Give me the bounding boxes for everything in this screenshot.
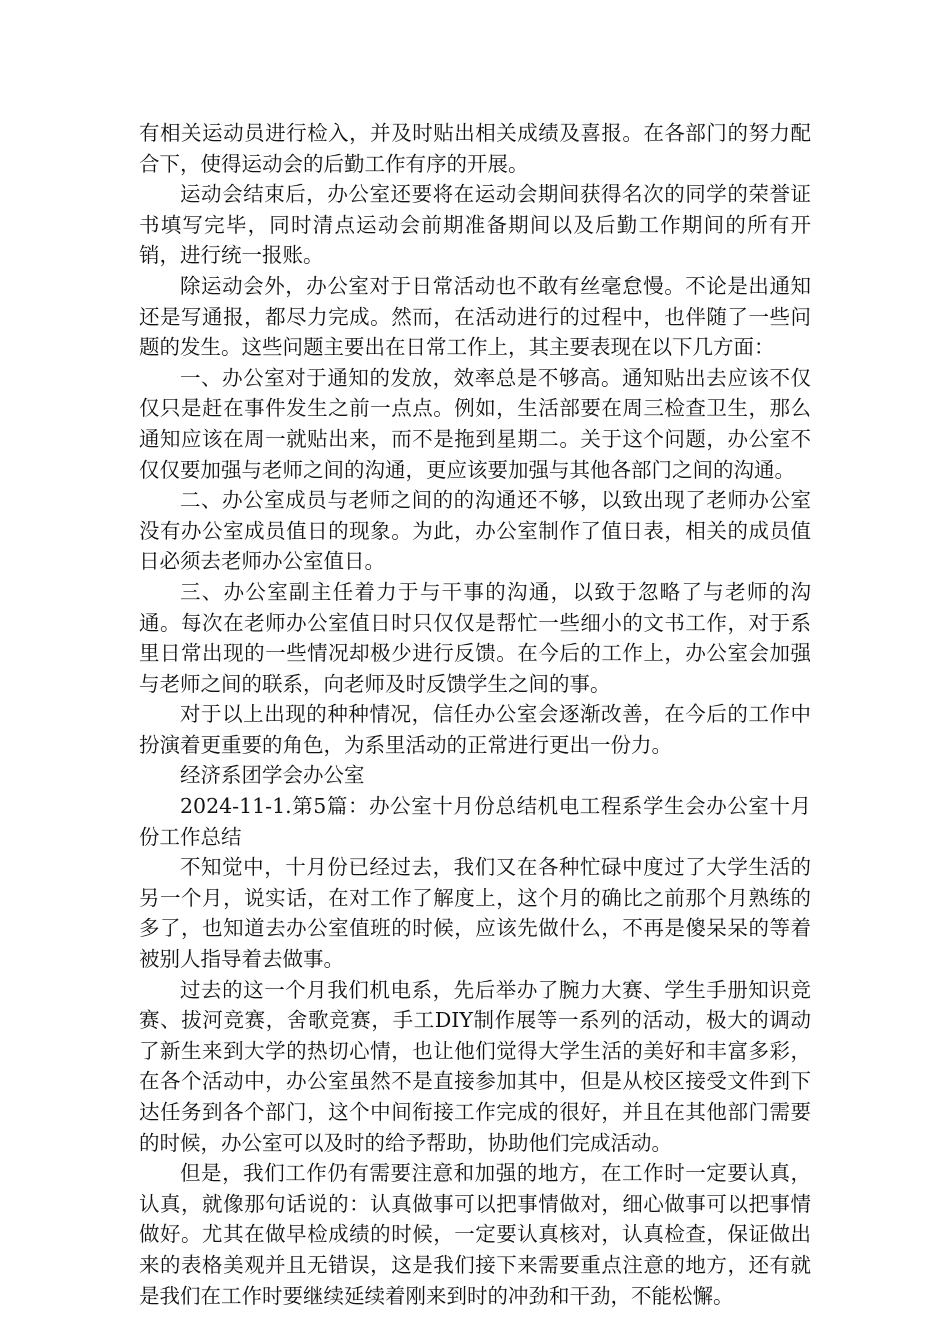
signature-line: 经济系团学会办公室	[180, 763, 365, 788]
paragraph-2: 运动会结束后，办公室还要将在运动会期间获得名次的同学的荣誉证书填写完毕，同时清点运动会前期准备期间以及后勤工作期间的所有开销，进行统一报账。	[139, 182, 811, 268]
paragraph-1: 有相关运动员进行检入，并及时贴出相关成绩及喜报。在各部门的努力配合下，使得运动会的后勤工作有序的开展。	[139, 121, 811, 176]
paragraph-7: 对于以上出现的种种情况，信任办公室会逐渐改善，在今后的工作中扮演着更重要的角色，为系里活动的正常进行更出一份力。	[139, 702, 811, 757]
paragraph-4: 一、办公室对于通知的发放，效率总是不够高。通知贴出去应该不仅仅只是赶在事件发生之前一点点。例如，生活部要在周三检查卫生，那么通知应该在周一就贴出来，而不是拖到星期二。关于这个问题，办公室不仅仅要加强与老师之间的沟通，更应该要加强与其他各部门之间的沟通。	[139, 365, 811, 482]
paragraph-3: 除运动会外，办公室对于日常活动也不敢有丝毫怠慢。不论是出通知还是写通报，都尽力完成。然而，在活动进行的过程中，也伴随了一些问题的发生。这些问题主要出在日常工作上，其主要表现在以下几方面：	[139, 273, 811, 360]
paragraph-6: 三、办公室副主任着力于与干事的沟通，以致于忽略了与老师的沟通。每次在老师办公室值日时只仅仅是帮忙一些细小的文书工作，对于系里日常出现的一些情况却极少进行反馈。在今后的工作上，办公室会加强与老师之间的联系，向老师及时反馈学生之间的事。	[139, 579, 811, 696]
paragraph-11: 过去的这一个月我们机电系，先后举办了腕力大赛、学生手册知识竞赛、拔河竞赛，舍歌竞赛，手工DIY制作展等一系列的活动，极大的调动了新生来到大学的热切心情，也让他们觉得大学生活的美好和丰富多彩，在各个活动中，办公室虽然不是直接参加其中，但是从校区接受文件到下达任务到各个部门，这个中间衔接工作完成的很好，并且在其他部门需要的时候，办公室可以及时的给予帮助，协助他们完成活动。	[139, 977, 811, 1155]
paragraph-5: 二、办公室成员与老师之间的的沟通还不够，以致出现了老师办公室没有办公室成员值日的现象。为此，办公室制作了值日表，相关的成员值日必须去老师办公室值日。	[139, 488, 811, 574]
paragraph-12: 但是，我们工作仍有需要注意和加强的地方，在工作时一定要认真，认真，就像那句话说的：认真做事可以把事情做对，细心做事可以把事情做好。尤其在做早检成绩的时候，一定要认真核对，认真检查，保证做出来的表格美观并且无错误，这是我们接下来需要重点注意的地方，还有就是我们在工作时要继续延续着刚来到时的冲劲和干劲，不能松懈。	[139, 1161, 811, 1308]
document-body	[139, 118, 811, 1311]
section-heading: 2024-11-1.第5篇：办公室十月份总结机电工程系学生会办公室十月份工作总结	[139, 794, 811, 849]
paragraph-10: 不知觉中，十月份已经过去，我们又在各种忙碌中度过了大学生活的另一个月，说实话，在对工作了解度上，这个月的确比之前那个月熟练的多了，也知道去办公室值班的时候，应该先做什么，不再是傻呆呆的等着被别人指导着去做事。	[139, 855, 811, 972]
